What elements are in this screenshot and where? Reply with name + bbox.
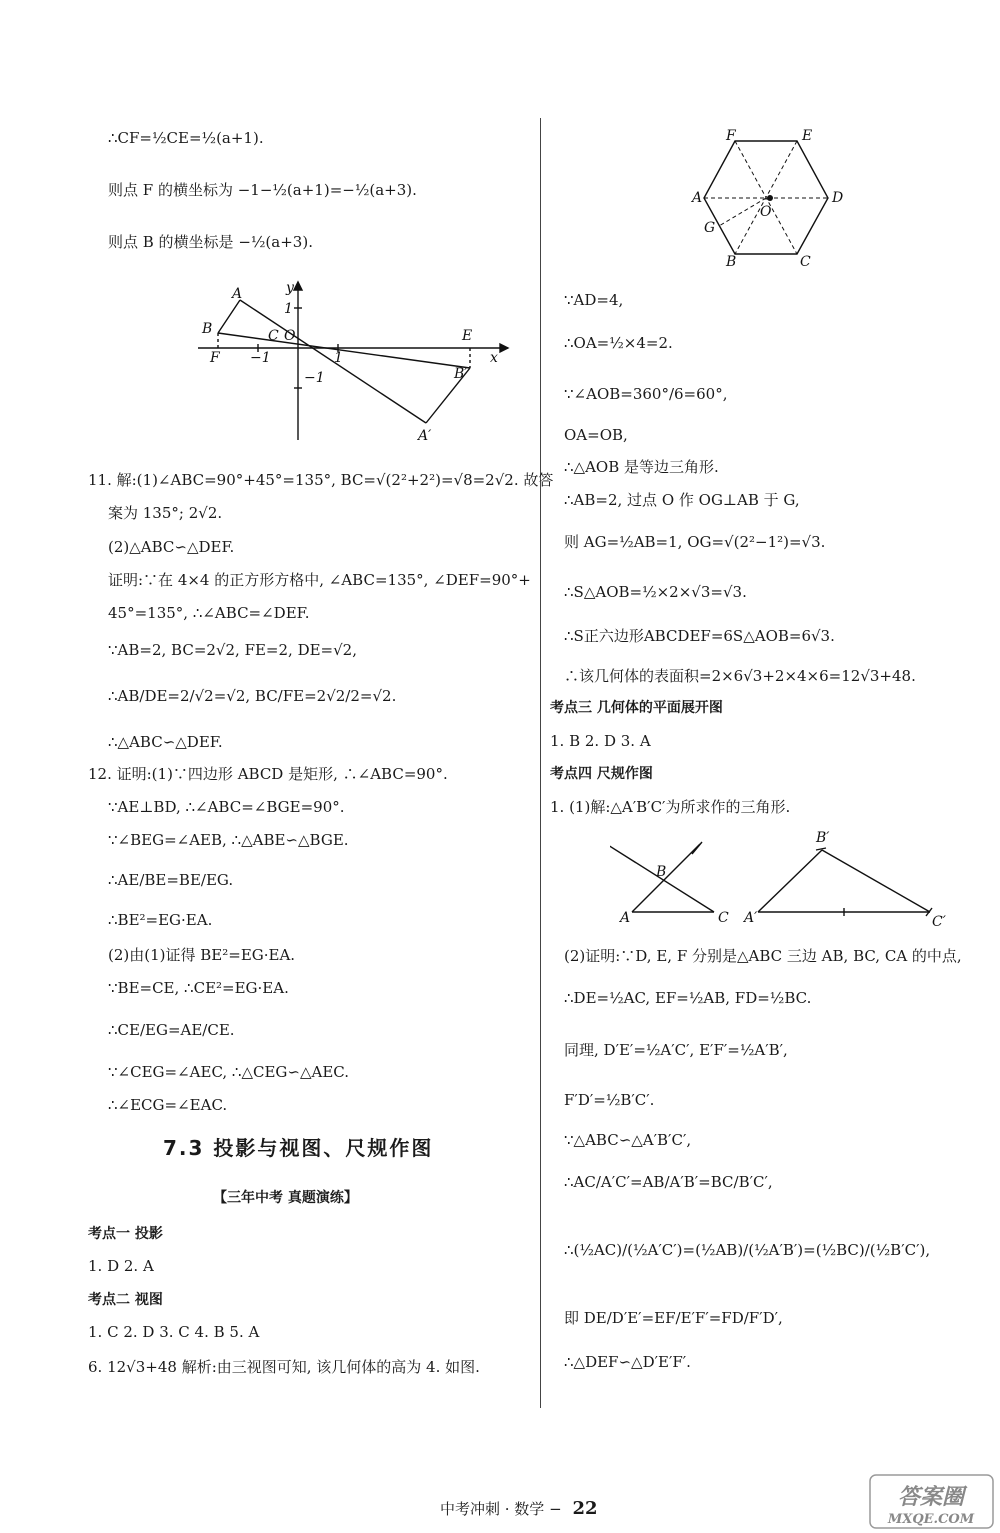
point-heading: 考点一 投影	[88, 1226, 163, 1242]
section-title: 7.3 投影与视图、尺规作图	[163, 1136, 434, 1160]
line: ∴OA=½×4=2.	[564, 334, 673, 352]
line: ∴AC/A′C′=AB/A′B′=BC/B′C′,	[564, 1173, 773, 1191]
coordinate-graph	[198, 278, 518, 448]
line: ∴BE²=EG·EA.	[108, 911, 213, 929]
q6-line: 6. 12√3+48 解析:由三视图可知, 该几何体的高为 4. 如图.	[88, 1358, 480, 1376]
column-divider	[540, 118, 541, 1408]
line: ∴AB=2, 过点 O 作 OG⊥AB 于 G,	[564, 491, 800, 509]
center-dot	[767, 195, 773, 201]
label-c: C	[268, 328, 279, 344]
watermark-top: 答案圈	[897, 1484, 965, 1510]
line: ∴DE=½AC, EF=½AB, FD=½BC.	[564, 989, 812, 1007]
point-answer: 1. C 2. D 3. C 4. B 5. A	[88, 1323, 260, 1341]
line: ∴该几何体的表面积=2×6√3+2×4×6=12√3+48.	[564, 667, 916, 685]
line: F′D′=½B′C′.	[564, 1091, 655, 1109]
line: 则点 F 的横坐标为 −1−½(a+1)=−½(a+3).	[108, 181, 417, 199]
tri-label-b: B	[656, 864, 667, 880]
hexagon-figure	[690, 128, 850, 268]
line: (2)△ABC∽△DEF.	[108, 538, 235, 556]
line: ∴S△AOB=½×2×√3=√3.	[564, 583, 747, 601]
line: ∵AE⊥BD, ∴∠ABC=∠BGE=90°.	[108, 798, 345, 816]
watermark-logo	[869, 1474, 994, 1529]
line: 证明:∵在 4×4 的正方形方格中, ∠ABC=135°, ∠DEF=90°+	[108, 571, 531, 589]
label-a: A	[232, 286, 243, 302]
point-heading: 考点二 视图	[88, 1292, 163, 1308]
watermark-bottom: MXQE.COM	[887, 1512, 975, 1527]
label-a-prime: A′	[418, 428, 432, 444]
line: ∵BE=CE, ∴CE²=EG·EA.	[108, 979, 289, 997]
line: 12. 证明:(1)∵四边形 ABCD 是矩形, ∴∠ABC=90°.	[88, 765, 448, 783]
line: (2)由(1)证得 BE²=EG·EA.	[108, 946, 296, 964]
label-f: F	[210, 350, 220, 366]
line: ∴S正六边形ABCDEF=6S△AOB=6√3.	[564, 627, 835, 645]
label-e: E	[462, 328, 473, 344]
line: 则 AG=½AB=1, OG=√(2²−1²)=√3.	[564, 533, 826, 551]
label-b: B	[202, 321, 213, 337]
tri-label-c: C	[718, 910, 729, 926]
line: ∴∠ECG=∠EAC.	[108, 1096, 228, 1114]
line: ∴△AOB 是等边三角形.	[564, 458, 719, 476]
hex-label-d: D	[832, 190, 844, 206]
subheading: 【三年中考 真题演练】	[213, 1190, 358, 1206]
line: ∴CF=½CE=½(a+1).	[108, 129, 264, 147]
hex-label-a: A	[692, 190, 703, 206]
line: (2)证明:∵D, E, F 分别是△ABC 三边 AB, BC, CA 的中点,	[564, 947, 962, 965]
point-answer: 1. (1)解:△A′B′C′为所求作的三角形.	[550, 798, 791, 816]
line: ∴CE/EG=AE/CE.	[108, 1021, 235, 1039]
line: ∵∠AOB=360°/6=60°,	[564, 385, 728, 403]
line: 同理, D′E′=½A′C′, E′F′=½A′B′,	[564, 1041, 788, 1059]
tick-neg1-y: −1	[304, 370, 325, 386]
tick-neg1: −1	[250, 350, 271, 366]
hex-label-o: O	[760, 204, 772, 220]
line: ∵AD=4,	[564, 291, 624, 309]
tick-1-x: 1	[334, 350, 343, 366]
line: 案为 135°; 2√2.	[108, 504, 223, 522]
line: ∴△DEF∽△D′E′F′.	[564, 1353, 691, 1371]
line: ∵∠BEG=∠AEB, ∴△ABE∽△BGE.	[108, 831, 349, 849]
label-o: O	[284, 328, 296, 344]
footer-dash: −	[549, 1500, 562, 1518]
label-y: y	[286, 280, 294, 296]
label-b-prime: B′	[454, 366, 468, 382]
line: 即 DE/D′E′=EF/E′F′=FD/F′D′,	[564, 1309, 783, 1327]
footer-text: 中考冲刺 · 数学	[440, 1500, 545, 1518]
line: ∴AE/BE=BE/EG.	[108, 871, 234, 889]
hex-label-e: E	[802, 128, 813, 144]
line: ∵△ABC∽△A′B′C′,	[564, 1131, 692, 1149]
line: 11. 解:(1)∠ABC=90°+45°=135°, BC=√(2²+2²)=√8=2√2. 故答	[88, 471, 554, 489]
tri-label-c-prime: C′	[932, 914, 946, 928]
page-footer	[440, 1498, 598, 1519]
line: ∴AB/DE=2/√2=√2, BC/FE=2√2/2=√2.	[108, 687, 397, 705]
hex-label-b: B	[726, 254, 737, 268]
hex-label-c: C	[800, 254, 811, 268]
line: OA=OB,	[564, 426, 628, 444]
line: 则点 B 的横坐标是 −½(a+3).	[108, 233, 313, 251]
point-heading: 考点三 几何体的平面展开图	[550, 700, 723, 716]
point-answer: 1. B 2. D 3. A	[550, 732, 651, 750]
label-x: x	[490, 350, 498, 366]
hex-label-f: F	[726, 128, 736, 144]
line: ∴△ABC∽△DEF.	[108, 733, 223, 751]
page-number: 22	[572, 1498, 598, 1519]
point-heading: 考点四 尺规作图	[550, 766, 653, 782]
line: ∵AB=2, BC=2√2, FE=2, DE=√2,	[108, 641, 357, 659]
tri-label-a-prime: A′	[744, 910, 758, 926]
line: 45°=135°, ∴∠ABC=∠DEF.	[108, 604, 310, 622]
tick-1: 1	[284, 301, 293, 317]
point-answer: 1. D 2. A	[88, 1257, 154, 1275]
line: ∵∠CEG=∠AEC, ∴△CEG∽△AEC.	[108, 1063, 350, 1081]
hex-label-g: G	[704, 220, 716, 236]
tri-label-b-prime: B′	[816, 830, 830, 846]
tri-label-a: A	[620, 910, 631, 926]
triangle-construction	[610, 828, 990, 928]
line: ∴(½AC)/(½A′C′)=(½AB)/(½A′B′)=(½BC)/(½B′C′),	[564, 1241, 931, 1259]
